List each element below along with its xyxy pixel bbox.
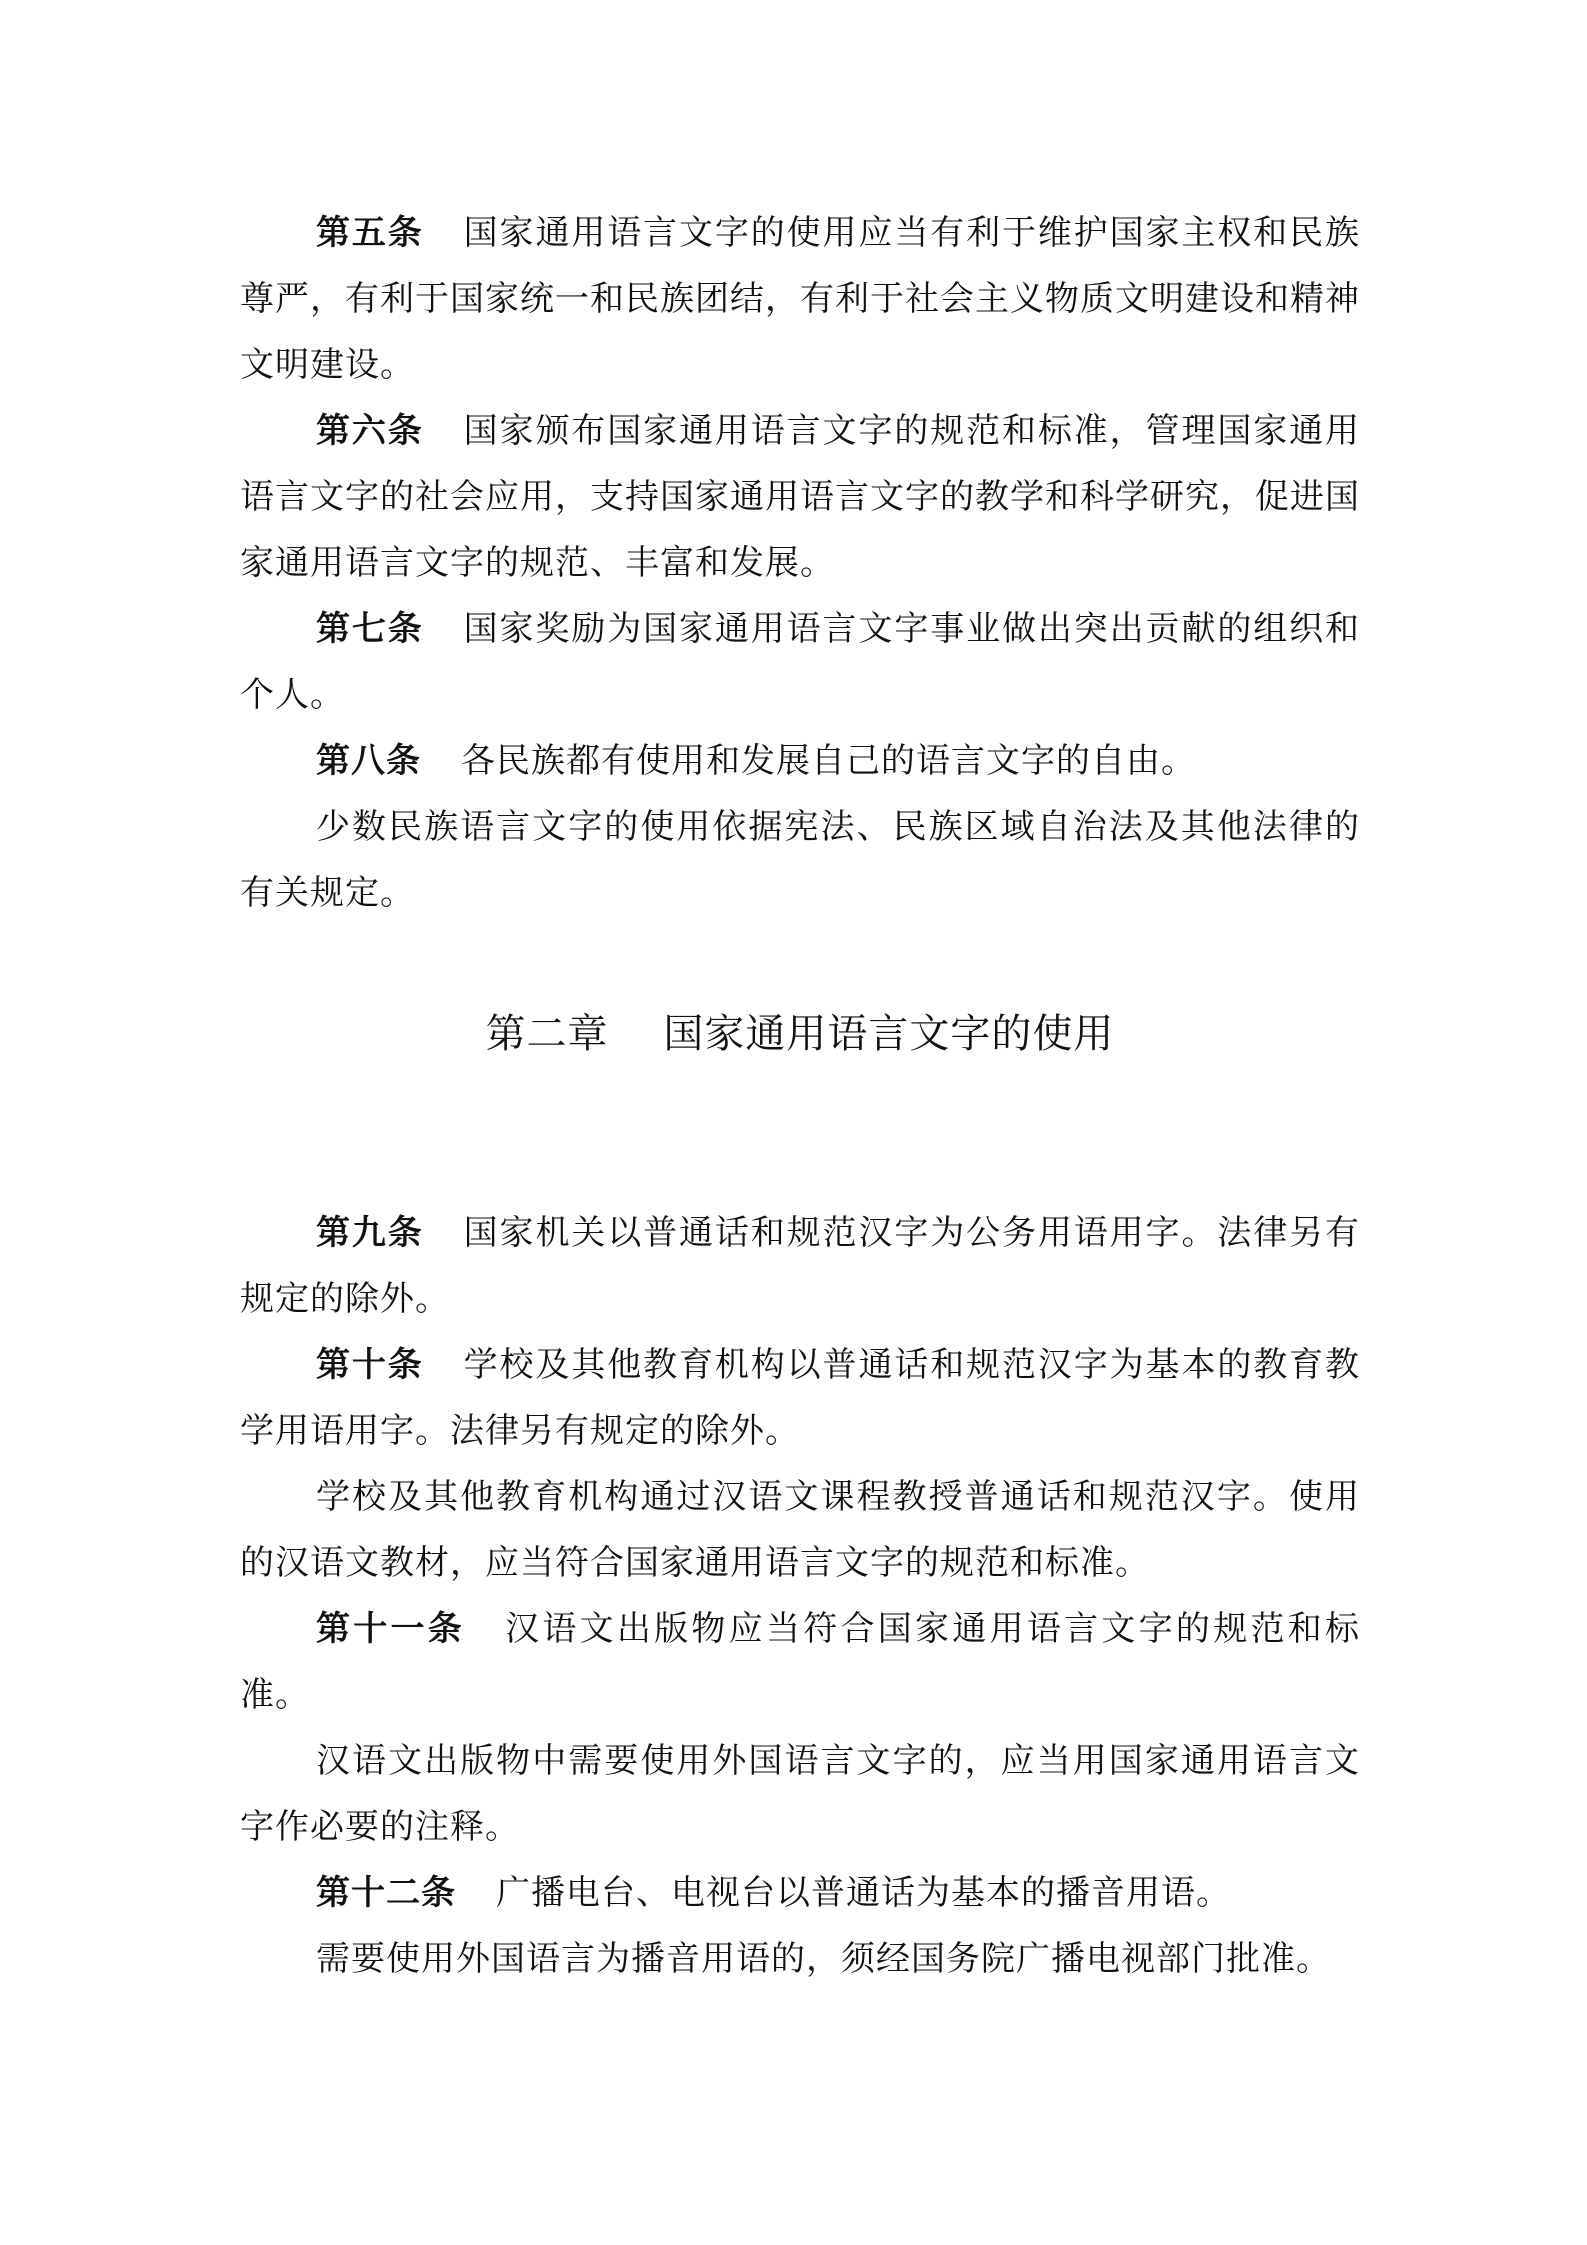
article-text: 国家奖励为国家通用语言文字事业做出突出贡献的组织和个人。 bbox=[240, 609, 1361, 715]
article-8-paragraph-2 bbox=[240, 794, 1360, 926]
article-10-paragraph-2 bbox=[240, 1464, 1360, 1596]
article-text: 学校及其他教育机构以普通话和规范汉字为基本的教育教学用语用字。法律另有规定的除外。 bbox=[240, 1345, 1361, 1451]
article-8 bbox=[240, 728, 1360, 794]
chapter-heading: 第二章 国家通用语言文字的使用 bbox=[485, 1011, 1115, 1057]
article-text: 广播电台、电视台以普通话为基本的播音用语。 bbox=[496, 1873, 1231, 1913]
article-11-paragraph-2 bbox=[240, 1728, 1360, 1860]
article-text: 国家机关以普通话和规范汉字为公务用语用字。法律另有规定的除外。 bbox=[240, 1213, 1361, 1319]
document-page bbox=[240, 200, 1360, 1992]
article-text: 国家颁布国家通用语言文字的规范和标准，管理国家通用语言文字的社会应用，支持国家通用语言文字的教学和科学研究，促进国家通用语言文字的规范、丰富和发展。 bbox=[240, 411, 1361, 583]
article-number: 第九条 bbox=[316, 1213, 424, 1253]
article-number: 第十条 bbox=[316, 1345, 424, 1385]
paragraph-text: 汉语文出版物中需要使用外国语言文字的，应当用国家通用语言文字作必要的注释。 bbox=[240, 1741, 1360, 1847]
article-9 bbox=[240, 1200, 1360, 1332]
article-number: 第十一条 bbox=[316, 1609, 466, 1649]
article-number: 第七条 bbox=[316, 609, 424, 649]
article-number: 第五条 bbox=[316, 213, 424, 253]
article-10 bbox=[240, 1332, 1360, 1464]
article-7 bbox=[240, 596, 1360, 728]
paragraph-text: 需要使用外国语言为播音用语的，须经国务院广播电视部门批准。 bbox=[316, 1939, 1331, 1979]
article-12-paragraph-2 bbox=[240, 1926, 1360, 1992]
article-text: 国家通用语言文字的使用应当有利于维护国家主权和民族尊严，有利于国家统一和民族团结，有利于社会主义物质文明建设和精神文明建设。 bbox=[240, 213, 1361, 385]
article-text: 汉语文出版物应当符合国家通用语言文字的规范和标准。 bbox=[240, 1609, 1360, 1715]
article-text: 各民族都有使用和发展自己的语言文字的自由。 bbox=[461, 741, 1196, 781]
article-11 bbox=[240, 1596, 1360, 1728]
paragraph-text: 学校及其他教育机构通过汉语文课程教授普通话和规范汉字。使用的汉语文教材，应当符合国家通用语言文字的规范和标准。 bbox=[240, 1477, 1360, 1583]
article-5 bbox=[240, 200, 1360, 398]
article-number: 第六条 bbox=[316, 411, 424, 451]
article-12 bbox=[240, 1860, 1360, 1926]
article-6 bbox=[240, 398, 1360, 596]
paragraph-text: 少数民族语言文字的使用依据宪法、民族区域自治法及其他法律的有关规定。 bbox=[240, 807, 1360, 913]
article-number: 第十二条 bbox=[316, 1873, 456, 1913]
article-number: 第八条 bbox=[316, 741, 421, 781]
